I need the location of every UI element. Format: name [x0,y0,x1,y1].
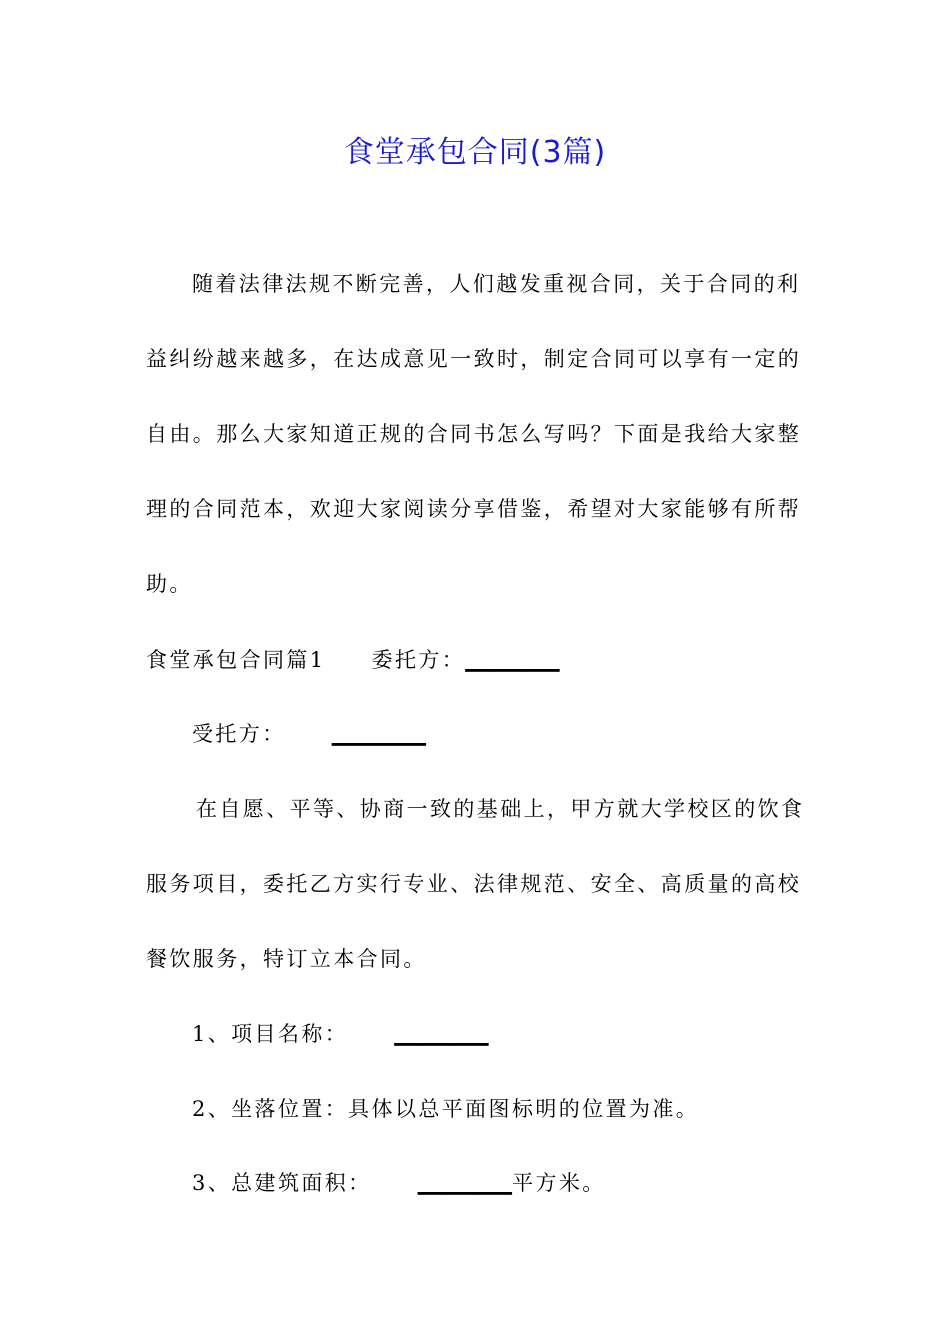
entrusting-party-blank: _________ [465,648,560,672]
intro-paragraph: 随着法律法规不断完善，人们越发重视合同，关于合同的利益纠纷越来越多，在达成意见一致时，制定合同可以享有一定的自由。那么大家知道正规的合同书怎么写吗？下面是我给大家整理的合同范本，欢迎大家阅读分享借鉴，希望对大家能够有所帮助。 [146,272,802,596]
item1-label: 1、项目名称： [192,1022,349,1046]
document-title: 食堂承包合同(3篇) [343,135,607,170]
trustee-label: 受托方： [192,722,286,746]
item-location: 2、坐落位置：具体以总平面图标明的位置为准。 [192,1097,700,1121]
trustee-line [146,697,808,772]
item3-label: 3、总建筑面积： [192,1171,372,1195]
item1-blank: _________ [394,1022,489,1046]
section-heading: 食堂承包合同篇1 [146,648,326,672]
item3-suffix: 平方米。 [512,1171,606,1195]
basis-paragraph: 在自愿、平等、协商一致的基础上，甲方就大学校区的饮食服务项目，委托乙方实行专业、法律规范、安全、高质量的高校餐饮服务，特订立本合同。 [146,797,805,971]
entrusting-party-label: 委托方： [371,648,466,672]
item-total-area [146,1146,808,1221]
section-heading-line [146,623,808,698]
trustee-blank: _________ [331,722,427,746]
item3-blank: _________ [417,1171,513,1195]
item-project-name [146,997,808,1072]
